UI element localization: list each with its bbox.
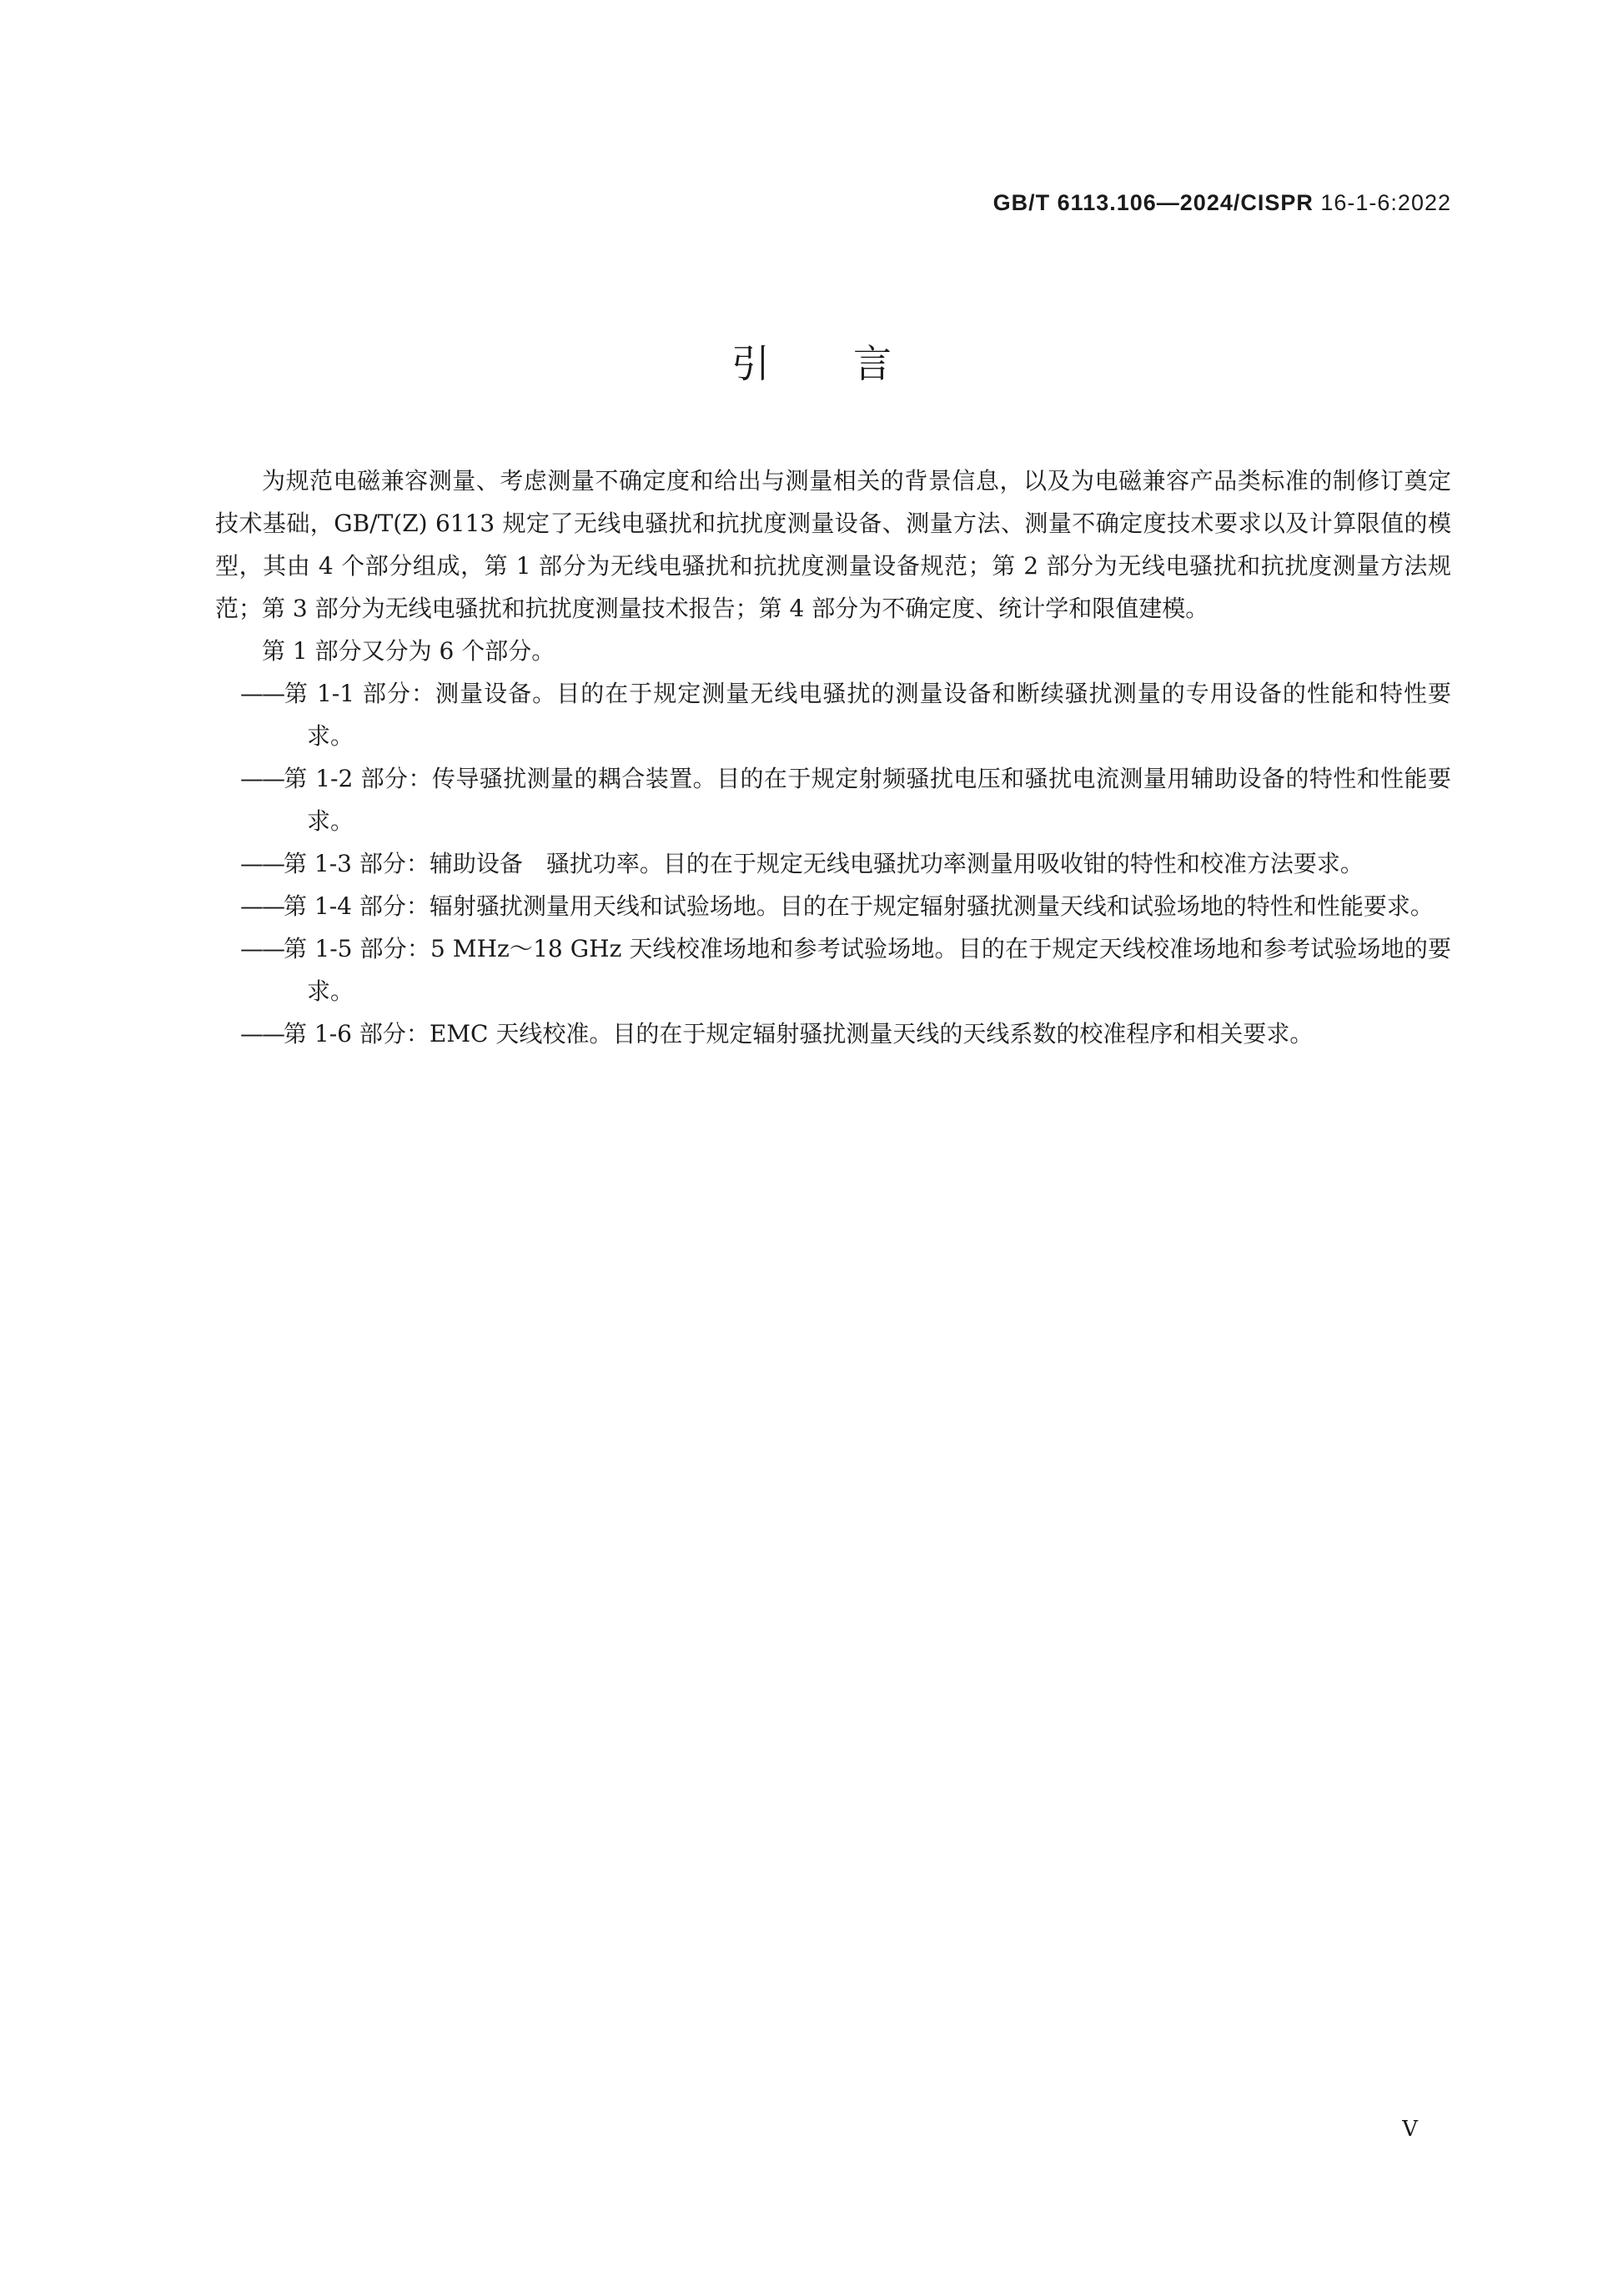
page-number: V xyxy=(1402,2117,1418,2142)
list-item xyxy=(215,757,1451,842)
list-item-text: 第 1-6 部分：EMC 天线校准。目的在于规定辐射骚扰测量天线的天线系数的校准程序和相关要求。 xyxy=(284,1020,1314,1048)
list-item xyxy=(215,842,1451,885)
list-item xyxy=(215,927,1451,1012)
list-item-text: 第 1-1 部分：测量设备。目的在于规定测量无线电骚扰的测量设备和断续骚扰测量的专用设备的性能和特性要求。 xyxy=(284,680,1451,750)
standard-number-main: GB/T 6113.106—2024/CISPR xyxy=(992,190,1314,215)
list-item xyxy=(215,672,1451,757)
list-dash: —— xyxy=(240,680,284,707)
introduction-body xyxy=(215,460,1451,1055)
intro-paragraph: 第 1 部分又分为 6 个部分。 xyxy=(262,637,555,665)
list-dash: —— xyxy=(240,892,284,920)
list-dash: —— xyxy=(240,850,284,877)
list-dash: —— xyxy=(240,765,284,792)
standard-number-suffix: 16-1-6:2022 xyxy=(1313,190,1451,215)
list-dash: —— xyxy=(240,935,284,962)
list-item xyxy=(215,1012,1451,1055)
list-dash: —— xyxy=(240,1020,284,1048)
list-item-text: 第 1-5 部分：5 MHz～18 GHz 天线校准场地和参考试验场地。目的在于规定天线校准场地和参考试验场地的要求。 xyxy=(284,935,1451,1005)
intro-paragraph: 为规范电磁兼容测量、考虑测量不确定度和给出与测量相关的背景信息，以及为电磁兼容产品类标准的制修订奠定技术基础，GB/T(Z) 6113 规定了无线电骚扰和抗扰度测量设备、测量方法、测量不确定度技术要求以及计算限值的模型，其由 4 个部分组成，第 1 部分为无线电骚扰和抗扰度测量设备规范；第 2 部分为无线电骚扰和抗扰度测量方法规范；第 3 部分为无线电骚扰和抗扰度测量技术报告；第 4 部分为不确定度、统计学和限值建模。 xyxy=(215,467,1451,622)
list-item-text: 第 1-2 部分：传导骚扰测量的耦合装置。目的在于规定射频骚扰电压和骚扰电流测量用辅助设备的特性和性能要求。 xyxy=(284,765,1451,835)
list-item xyxy=(215,885,1451,927)
standard-number xyxy=(993,190,1451,216)
list-item-text: 第 1-3 部分：辅助设备 骚扰功率。目的在于规定无线电骚扰功率测量用吸收钳的特性和校准方法要求。 xyxy=(284,850,1364,877)
list-item-text: 第 1-4 部分：辐射骚扰测量用天线和试验场地。目的在于规定辐射骚扰测量天线和试验场地的特性和性能要求。 xyxy=(284,892,1434,920)
page-title: 引言 xyxy=(731,341,975,386)
